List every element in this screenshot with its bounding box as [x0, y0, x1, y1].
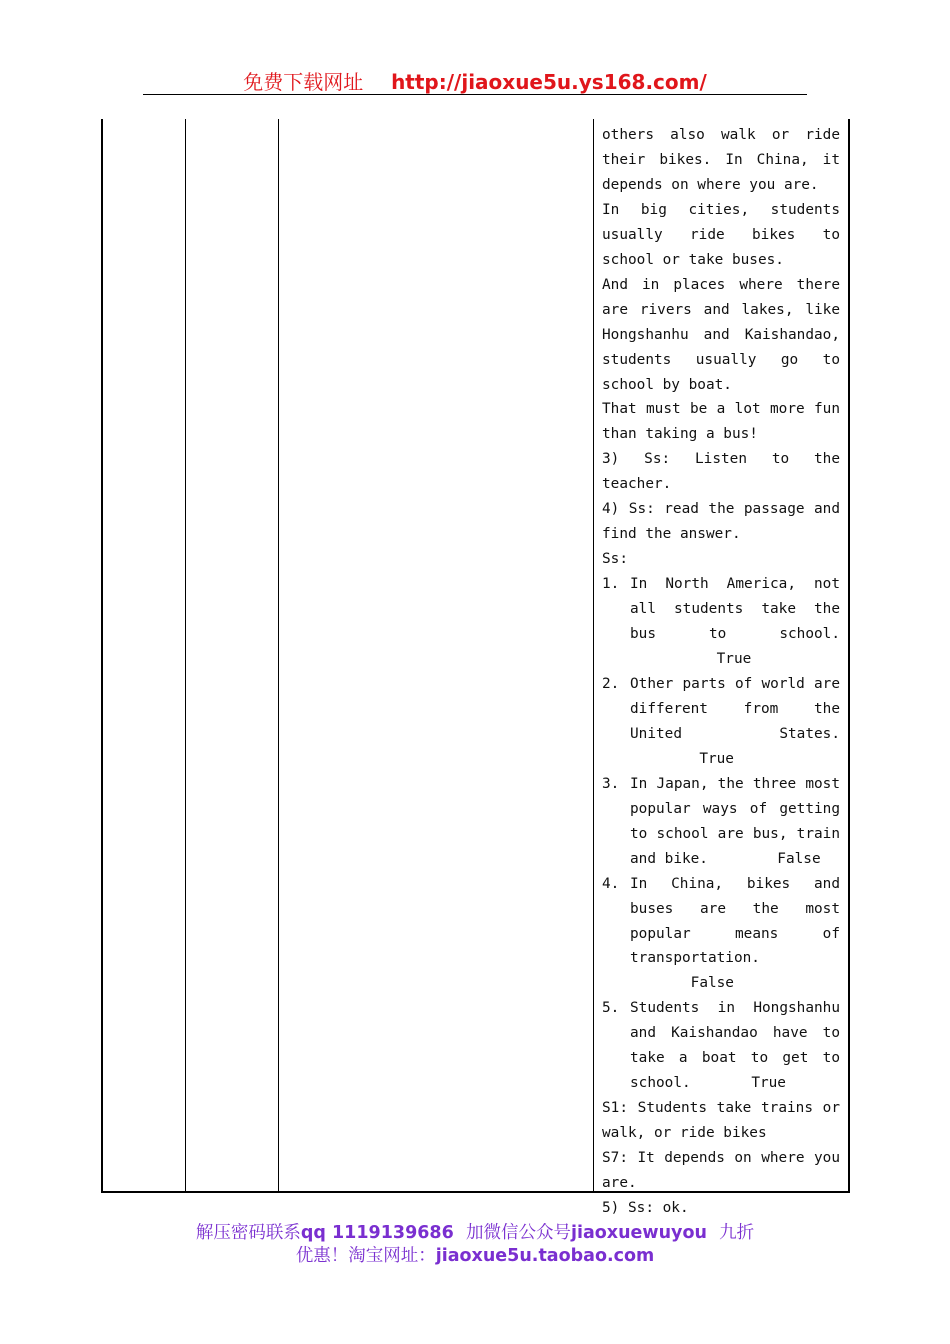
- footer-shop-label: 优惠！淘宝网址：: [295, 1246, 436, 1266]
- item-number: 5.: [602, 1000, 620, 1017]
- table-border-left: [101, 119, 103, 1193]
- footer-contact-label: 解压密码联系: [195, 1223, 301, 1243]
- item-number: 1.: [602, 576, 620, 593]
- paragraph: And in places where there are rivers and lakes, like Hongshanhu and Kaishandao, students usually go to school by boat.: [602, 276, 840, 393]
- table-divider-3: [593, 119, 594, 1193]
- footer-line-1: [0, 1219, 950, 1244]
- paragraph: others also walk or ride their bikes. In China, it depends on where you are.: [602, 127, 840, 193]
- item-answer: True: [716, 651, 752, 668]
- header-prefix: 免费下载网址: [243, 70, 364, 94]
- item-number: 3.: [602, 775, 620, 792]
- footer-wechat-id: jiaoxuewuyou: [570, 1223, 707, 1243]
- table-divider-1: [185, 119, 186, 1193]
- item-answer: False: [777, 850, 821, 867]
- table-divider-2: [278, 119, 279, 1193]
- paragraph: Ss:: [602, 551, 628, 568]
- paragraph: That must be a lot more fun than taking a bus!: [602, 401, 840, 443]
- item-number: 2.: [602, 675, 620, 692]
- paragraph: S1: Students take trains or walk, or ride bikes: [602, 1100, 840, 1142]
- item-text: In China, bikes and buses are the most popular means of transportation. False: [630, 875, 840, 992]
- item-text: In North America, not all students take the bus to school. True: [630, 576, 840, 668]
- footer-qq: qq 1119139686: [300, 1223, 454, 1243]
- item-text: Other parts of world are different from the United States. True: [630, 675, 840, 767]
- answer-item: [602, 996, 840, 1096]
- paragraph: 5) Ss: ok.: [602, 1199, 689, 1216]
- answer-item: [602, 772, 840, 872]
- paragraph: S7: It depends on where you are.: [602, 1150, 840, 1192]
- page-header: [0, 66, 950, 95]
- item-answer: False: [690, 975, 734, 992]
- item-answer: True: [751, 1075, 786, 1092]
- paragraph: 4) Ss: read the passage and find the answer.: [602, 501, 840, 543]
- answer-item: [602, 872, 840, 997]
- footer-wechat-label: 加微信公众号: [465, 1223, 571, 1243]
- footer-line-2: [0, 1242, 950, 1267]
- item-text: Students in Hongshanhu and Kaishandao have to take a boat to get to school. True: [630, 1000, 840, 1092]
- item-number: 4.: [602, 875, 620, 892]
- footer-shop-link[interactable]: jiaoxue5u.taobao.com: [435, 1246, 655, 1266]
- paragraph: In big cities, students usually ride bikes to school or take buses.: [602, 201, 840, 268]
- table-border-right: [848, 119, 850, 1193]
- footer-discount: 九折: [719, 1223, 755, 1243]
- answer-item: [602, 572, 840, 672]
- answer-item: [602, 672, 840, 772]
- item-text: In Japan, the three most popular ways of getting to school are bus, train and bike. False: [630, 775, 840, 867]
- paragraph: 3) Ss: Listen to the teacher.: [602, 451, 840, 493]
- item-answer: True: [699, 750, 734, 767]
- header-rule: [143, 94, 807, 95]
- header-url-link[interactable]: http://jiaoxue5u.ys168.com/: [391, 70, 707, 94]
- activity-cell: [602, 123, 840, 1221]
